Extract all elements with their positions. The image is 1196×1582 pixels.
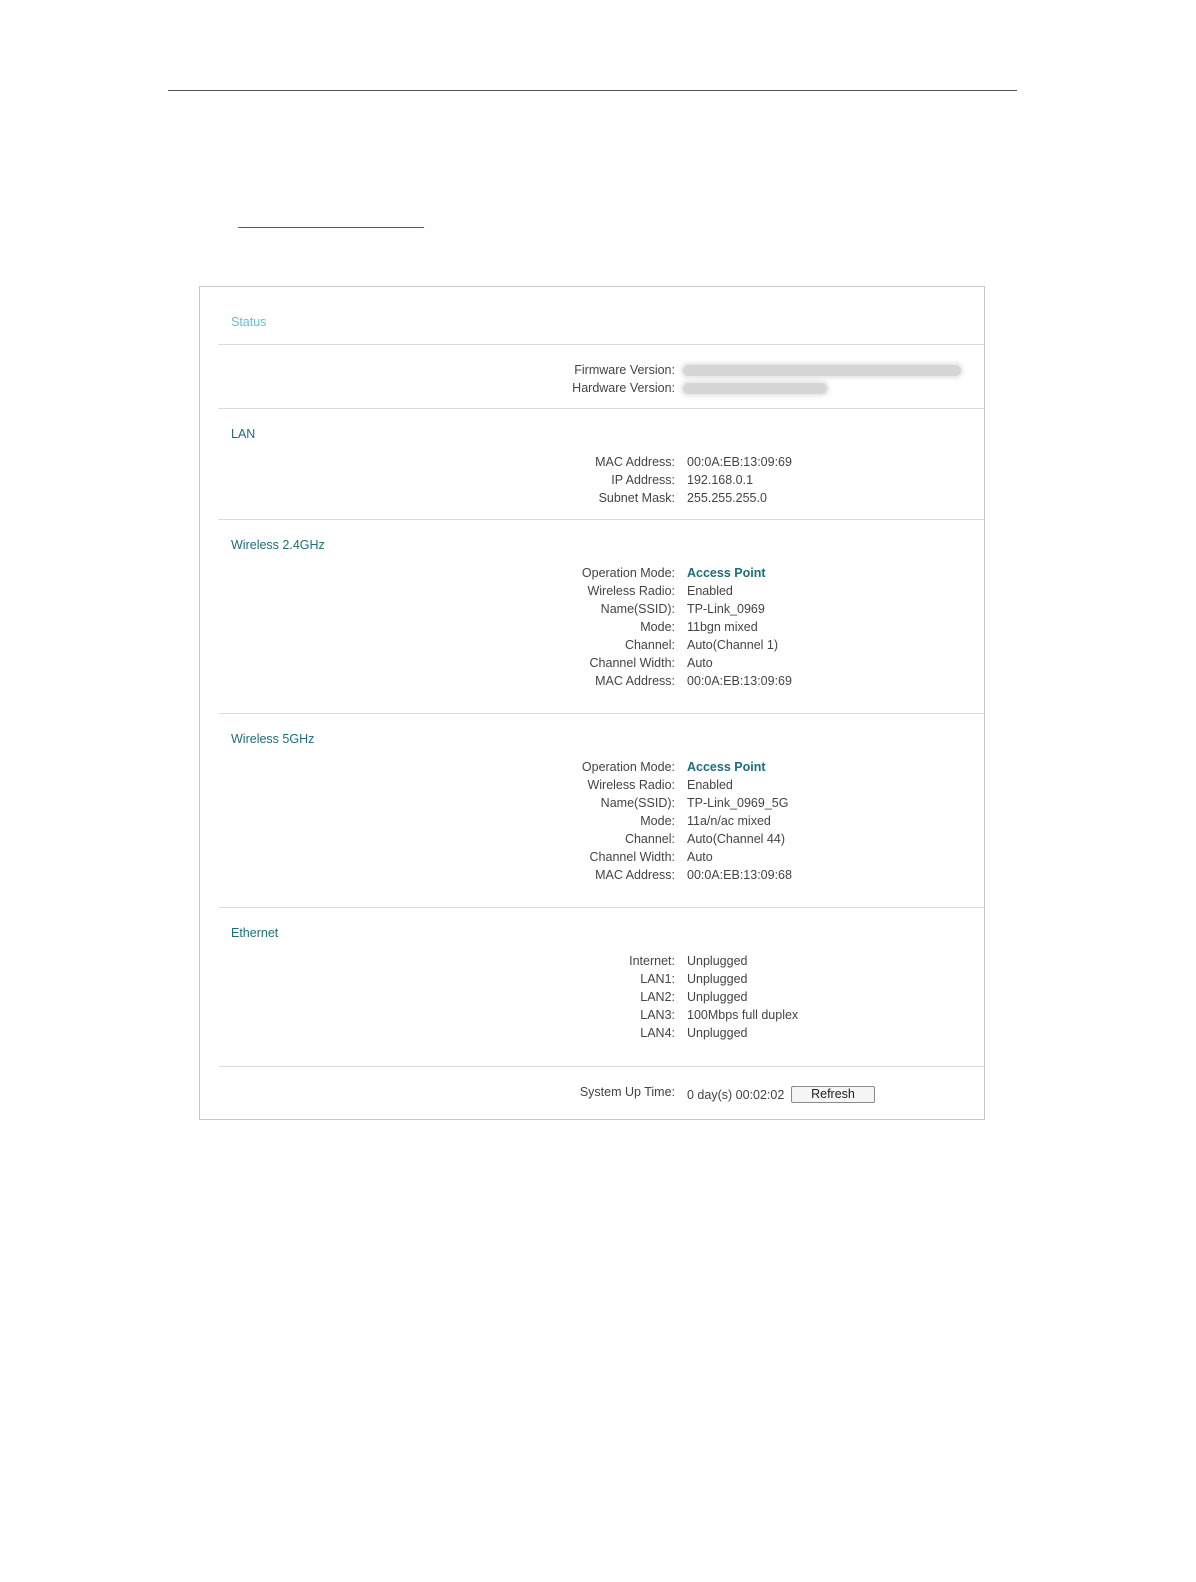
row-value: 255.255.255.0 (687, 491, 767, 505)
w5-operation-mode-row (200, 758, 984, 776)
w5-mac-row (200, 866, 984, 884)
row-value: 00:0A:EB:13:09:69 (687, 455, 792, 469)
row-label: LAN1: (640, 972, 675, 986)
row-label: Channel: (624, 638, 675, 652)
row-label: Mode: (640, 814, 675, 828)
w5-mode-row (200, 812, 984, 830)
row-label: Wireless Radio: (587, 584, 675, 598)
row-label: MAC Address: (595, 674, 675, 688)
panel-title: Status (231, 315, 267, 329)
row-value: Auto (687, 656, 713, 670)
row-label: MAC Address: (595, 868, 675, 882)
eth-lan1-row (200, 970, 984, 988)
divider (219, 907, 984, 908)
row-value: Access Point (687, 760, 766, 774)
row-label: LAN3: (640, 1008, 675, 1022)
ethernet-section (200, 952, 984, 1042)
row-label: LAN2: (640, 990, 675, 1004)
row-value: Auto (687, 850, 713, 864)
eth-lan4-row (200, 1024, 984, 1042)
row-label: Channel Width: (589, 850, 675, 864)
page-header-rule (168, 90, 1017, 91)
link-underline (238, 227, 424, 228)
uptime-label: System Up Time: (579, 1085, 675, 1099)
wireless-24-section-title: Wireless 2.4GHz (231, 538, 325, 552)
row-value: 11a/n/ac mixed (687, 814, 771, 828)
wireless-5-section (200, 758, 984, 884)
eth-lan3-row (200, 1006, 984, 1024)
lan-mac-row (200, 453, 984, 471)
hardware-version-value-redacted (683, 379, 827, 397)
wireless-5-section-title: Wireless 5GHz (231, 732, 315, 746)
lan-subnet-row (200, 489, 984, 507)
divider (219, 1066, 984, 1067)
w24-mode-row (200, 618, 984, 636)
w5-ssid-row (200, 794, 984, 812)
firmware-version-row (200, 361, 984, 379)
row-value: 00:0A:EB:13:09:69 (687, 674, 792, 688)
w24-channel-row (200, 636, 984, 654)
row-value: Access Point (687, 566, 766, 580)
divider (219, 408, 984, 409)
w24-ssid-row (200, 600, 984, 618)
row-label: IP Address: (611, 473, 675, 487)
row-value: 00:0A:EB:13:09:68 (687, 868, 792, 882)
row-value: Unplugged (687, 954, 748, 968)
hardware-version-row (200, 379, 984, 397)
eth-lan2-row (200, 988, 984, 1006)
w24-operation-mode-row (200, 564, 984, 582)
row-label: Operation Mode: (581, 566, 675, 580)
eth-internet-row (200, 952, 984, 970)
row-label: Name(SSID): (600, 602, 675, 616)
row-label: Wireless Radio: (587, 778, 675, 792)
hardware-version-label: Hardware Version: (572, 381, 675, 395)
row-label: Channel: (624, 832, 675, 846)
divider (219, 713, 984, 714)
row-label: Mode: (640, 620, 675, 634)
w5-radio-row (200, 776, 984, 794)
w24-mac-row (200, 672, 984, 690)
row-label: MAC Address: (595, 455, 675, 469)
ethernet-section-title: Ethernet (231, 926, 279, 940)
lan-ip-row (200, 471, 984, 489)
row-value: Unplugged (687, 990, 748, 1004)
w24-radio-row (200, 582, 984, 600)
row-value: Auto(Channel 44) (687, 832, 785, 846)
row-value: Enabled (687, 778, 733, 792)
w5-channel-width-row (200, 848, 984, 866)
row-label: Operation Mode: (581, 760, 675, 774)
lan-section-title: LAN (231, 427, 256, 441)
row-value: TP-Link_0969 (687, 602, 765, 616)
status-panel (199, 286, 985, 1120)
row-value: Unplugged (687, 1026, 748, 1040)
divider (219, 344, 984, 345)
divider (219, 519, 984, 520)
w5-channel-row (200, 830, 984, 848)
wireless-24-section (200, 564, 984, 690)
row-value: Enabled (687, 584, 733, 598)
row-label: Name(SSID): (600, 796, 675, 810)
row-value: 100Mbps full duplex (687, 1008, 799, 1022)
uptime-value: 0 day(s) 00:02:02 (687, 1088, 785, 1102)
row-label: Channel Width: (589, 656, 675, 670)
firmware-version-value-redacted (683, 361, 961, 379)
firmware-version-label: Firmware Version: (574, 363, 675, 377)
version-section (200, 361, 984, 397)
row-value: 192.168.0.1 (687, 473, 754, 487)
row-label: LAN4: (640, 1026, 675, 1040)
row-value: TP-Link_0969_5G (687, 796, 789, 810)
row-label: Internet: (629, 954, 675, 968)
lan-section (200, 453, 984, 507)
row-label: Subnet Mask: (598, 491, 675, 505)
refresh-button[interactable]: Refresh (791, 1086, 875, 1103)
row-value: 11bgn mixed (687, 620, 758, 634)
row-value: Auto(Channel 1) (687, 638, 779, 652)
w24-channel-width-row (200, 654, 984, 672)
row-value: Unplugged (687, 972, 748, 986)
